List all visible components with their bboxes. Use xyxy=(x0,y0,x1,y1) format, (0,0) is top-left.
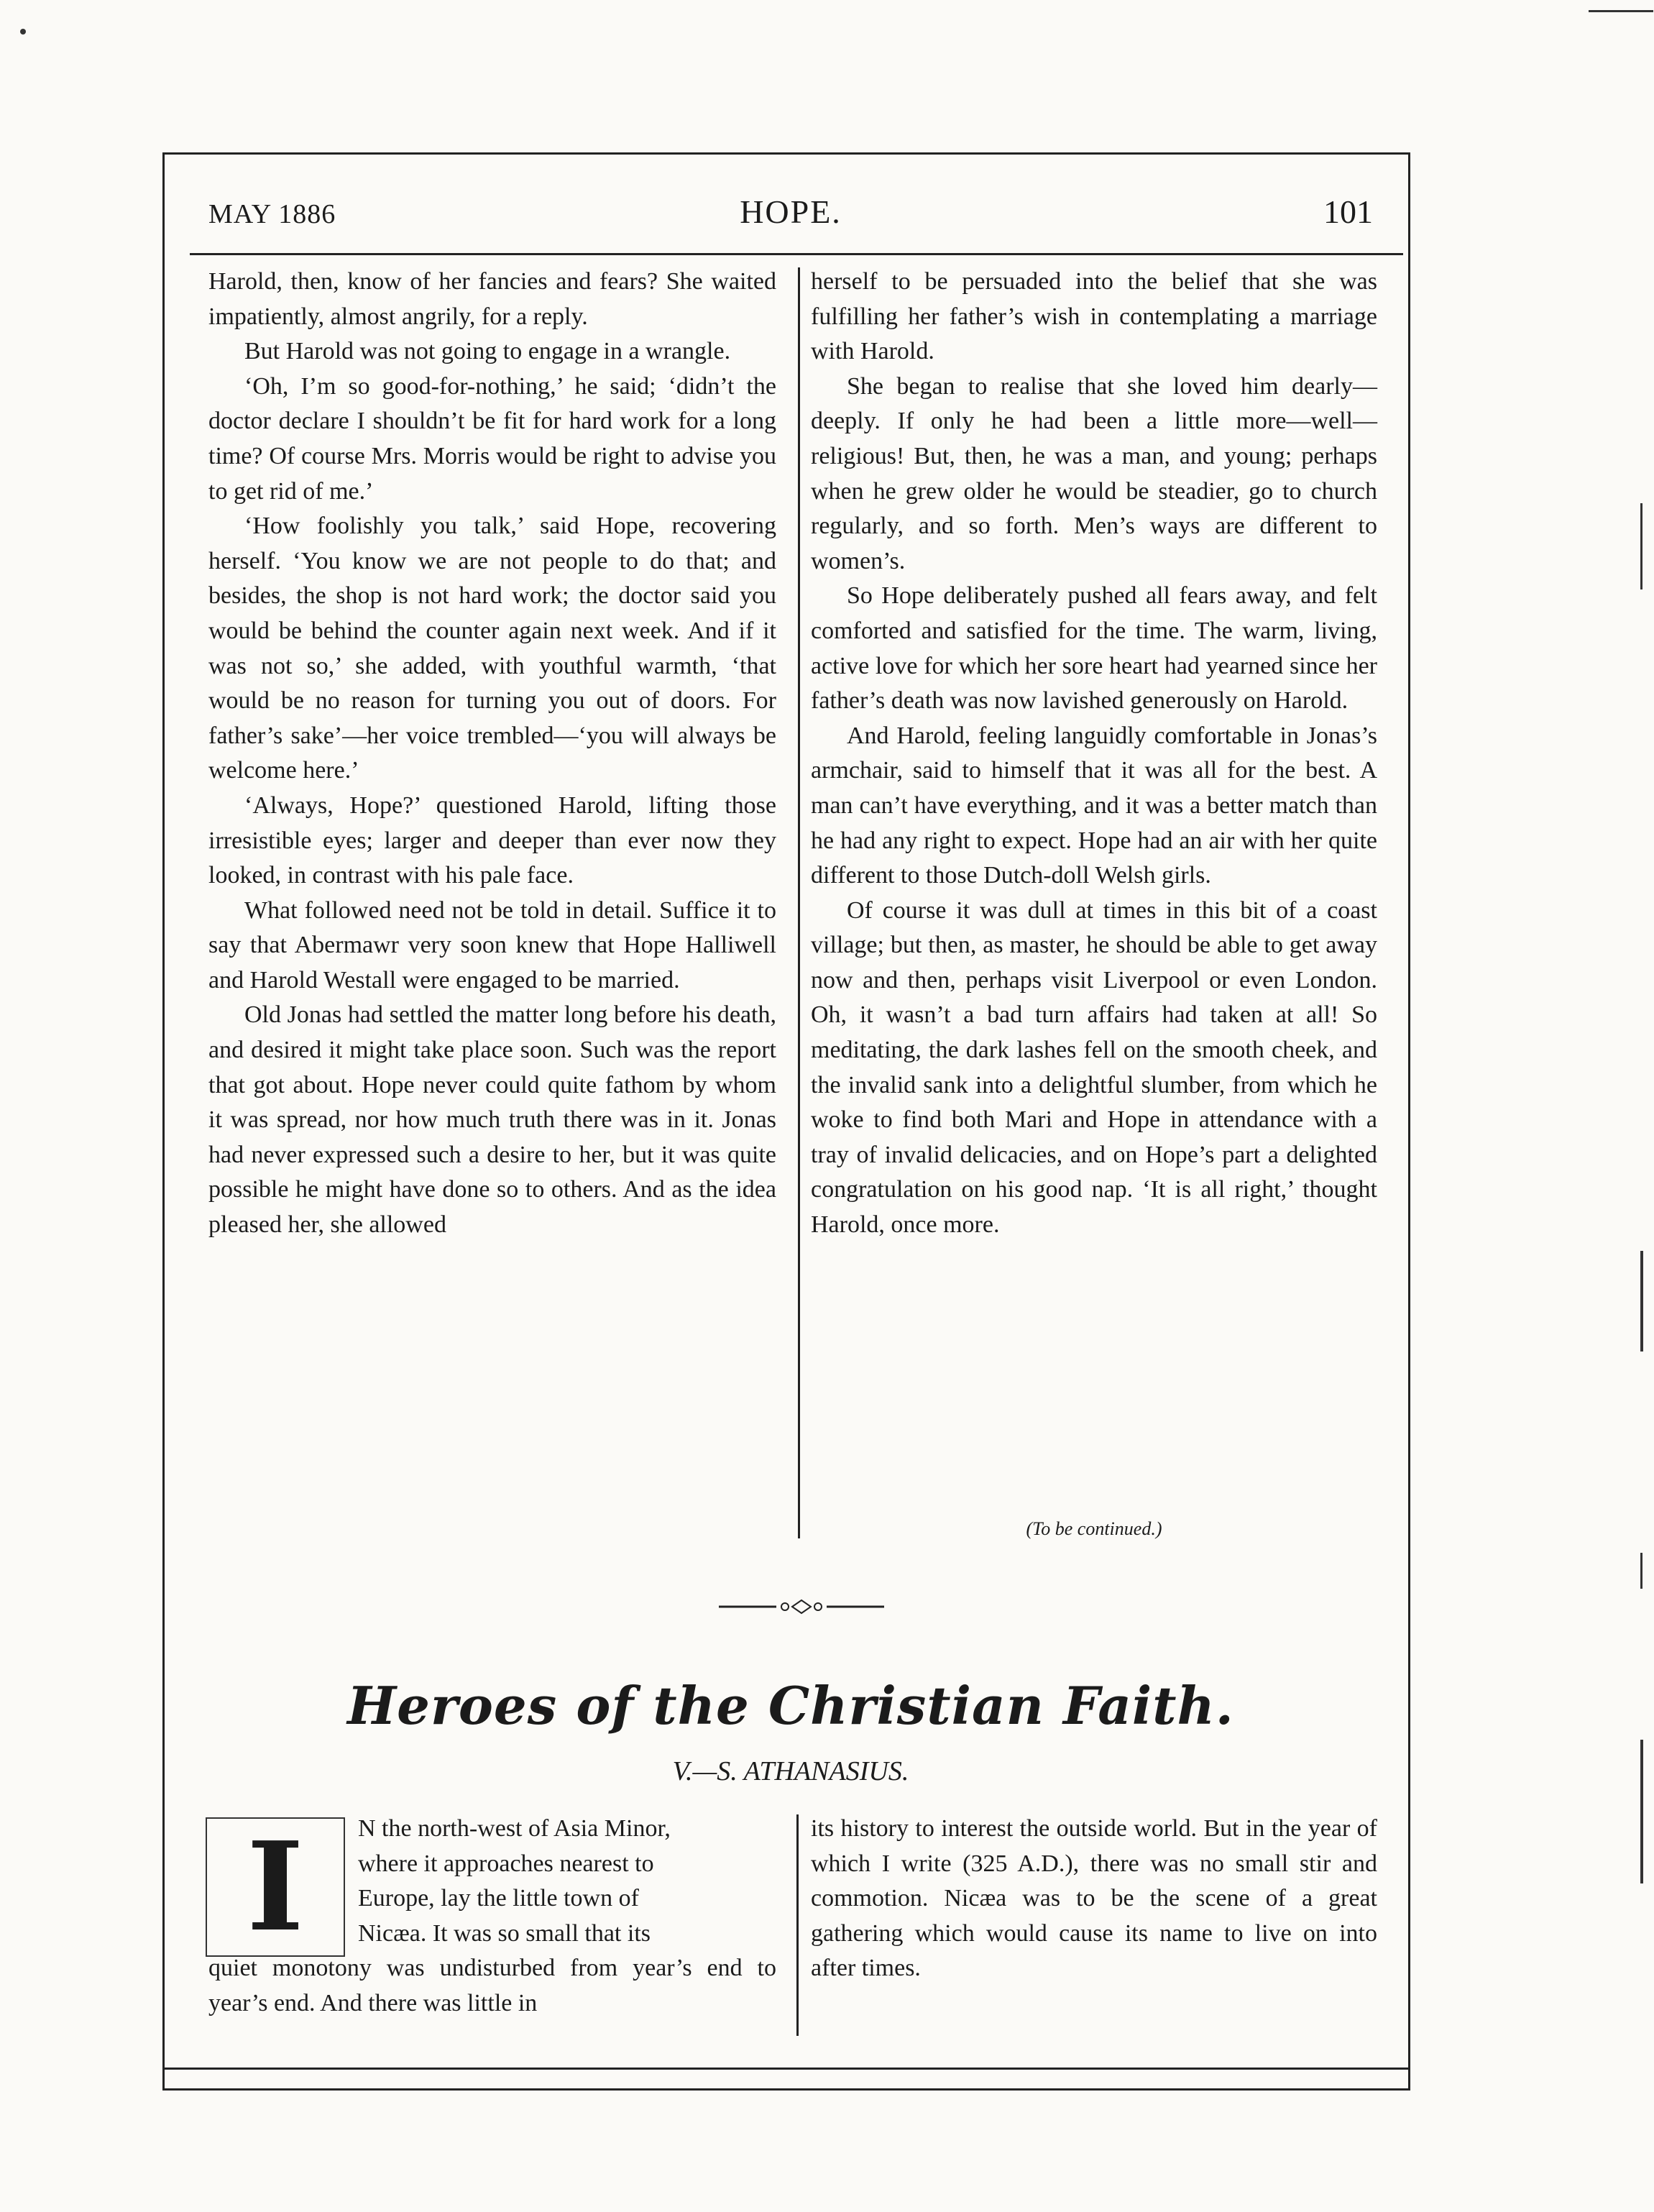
paragraph: Of course it was dull at times in this bit of a coast village; but then, as master, he should be able to get away now and then, perhaps visit Liverpool or even London. Oh, it wasn’t a bad turn affairs had taken at all! So meditating, the dark lashes fell on the smooth cheek, and the invalid sank into a delightful slumber, from which he woke to find both Mari and Hope in attendance with a tray of invalid delicacies, and on Hope’s part a delighted congratulation on his good nap. ‘It is all right,’ thought Harold, once more. xyxy=(811,896,1377,1239)
ornament-divider-icon xyxy=(719,1596,884,1617)
scan-mark xyxy=(1640,503,1642,589)
paragraph: And Harold, feeling languidly comfortable in Jonas’s armchair, said to himself that it was all for the best. A man can’t have everything, and it was a better match than he had any right to expect. Hope had an air with her quite different to those Dutch-doll Welsh girls. xyxy=(811,722,1377,889)
to-be-continued: (To be continued.) xyxy=(1026,1518,1162,1539)
paragraph: its history to interest the outside world. But in the year of which I write (325 A.D.), there was no small stir and commotion. Nicæa was to be the scene of a great gathering which would cause its name to live on into after times. xyxy=(811,1815,1377,1982)
text-line: N the north-west of Asia Minor, xyxy=(358,1815,671,1842)
paragraph: So Hope deliberately pushed all fears away, and felt comforted and satisfied for the time. The warm, living, active love for which her sore heart had yearned since her father’s death was now lavished generously on Harold. xyxy=(811,582,1377,715)
article-title: Heroes of the Christian Faith. xyxy=(347,1675,1234,1736)
paragraph: ‘Always, Hope?’ questioned Harold, lifting those irresistible eyes; larger and deeper than ever now they looked, in contrast with his pale face. xyxy=(208,791,776,889)
dropcap-letter: I xyxy=(247,1815,304,1959)
header-rule xyxy=(190,253,1403,255)
article-column-divider xyxy=(796,1814,799,2036)
page-number: 101 xyxy=(1323,193,1373,230)
paragraph: But Harold was not going to engage in a wrangle. xyxy=(244,338,731,365)
paragraph: What followed need not be told in detail. Suffice it to say that Abermawr very soon knew that Hope Halliwell and Harold Westall were engaged to be married. xyxy=(208,896,776,993)
paragraph: Harold, then, know of her fancies and fears? She waited impatiently, almost angrily, for a reply. xyxy=(208,268,776,330)
story-left-column xyxy=(208,265,776,1243)
paragraph: ‘How foolishly you talk,’ said Hope, recovering herself. ‘You know we are not people to do that; and besides, the shop is not hard work; the doctor said you would be behind the counter again next week. And if it was not so,’ she added, with youthful warmth, ‘that would be no reason for turning you out of doors. For father’s sake’—her voice trembled—‘you will always be welcome here.’ xyxy=(208,513,776,784)
text-line: where it approaches nearest to xyxy=(358,1850,654,1877)
paragraph: She began to realise that she loved him dearly—deeply. If only he had been a little more—well—religious! But, then, he was a man, and young; perhaps when he grew older he would be steadier, go to church regularly, and so forth. Men’s ways are different to women’s. xyxy=(811,372,1377,574)
scan-mark xyxy=(1640,1740,1643,1883)
article-right-column xyxy=(811,1812,1377,1986)
scan-mark xyxy=(1640,1251,1643,1351)
scan-speck xyxy=(20,29,26,35)
column-divider xyxy=(798,267,800,1538)
header-title: HOPE. xyxy=(740,193,842,230)
paragraph: herself to be persuaded into the belief that she was fulfilling her father’s wish in contemplating a marriage with Harold. xyxy=(811,268,1377,365)
header-date: MAY 1886 xyxy=(208,199,336,229)
story-right-column xyxy=(811,265,1377,1243)
running-header xyxy=(208,193,1373,236)
paragraph: quiet monotony was undisturbed from year’s end to year’s end. And there was little in xyxy=(208,1955,776,2016)
paragraph: ‘Oh, I’m so good-for-nothing,’ he said; ‘didn’t the doctor declare I shouldn’t be fit for hard work for a long time? Of course Mrs. Morris would be right to advise you to get rid of me.’ xyxy=(208,372,776,505)
article-left-column xyxy=(208,1812,776,2021)
paragraph: Old Jonas had settled the matter long before his death, and desired it might take place soon. Such was the report that got about. Hope never could quite fathom by whom it was spread, nor how much truth there was in it. Jonas had never expressed such a desire to her, but it was quite possible he might have done so to others. And as the idea pleased her, she allowed xyxy=(208,1001,776,1239)
text-line: Europe, lay the little town of xyxy=(358,1885,639,1912)
scan-mark xyxy=(1640,1553,1642,1589)
text-line: Nicæa. It was so small that its xyxy=(358,1919,651,1947)
bottom-rule xyxy=(162,2068,1410,2070)
article-subtitle: V.—S. ATHANASIUS. xyxy=(672,1756,909,1786)
scan-mark xyxy=(1589,10,1653,12)
